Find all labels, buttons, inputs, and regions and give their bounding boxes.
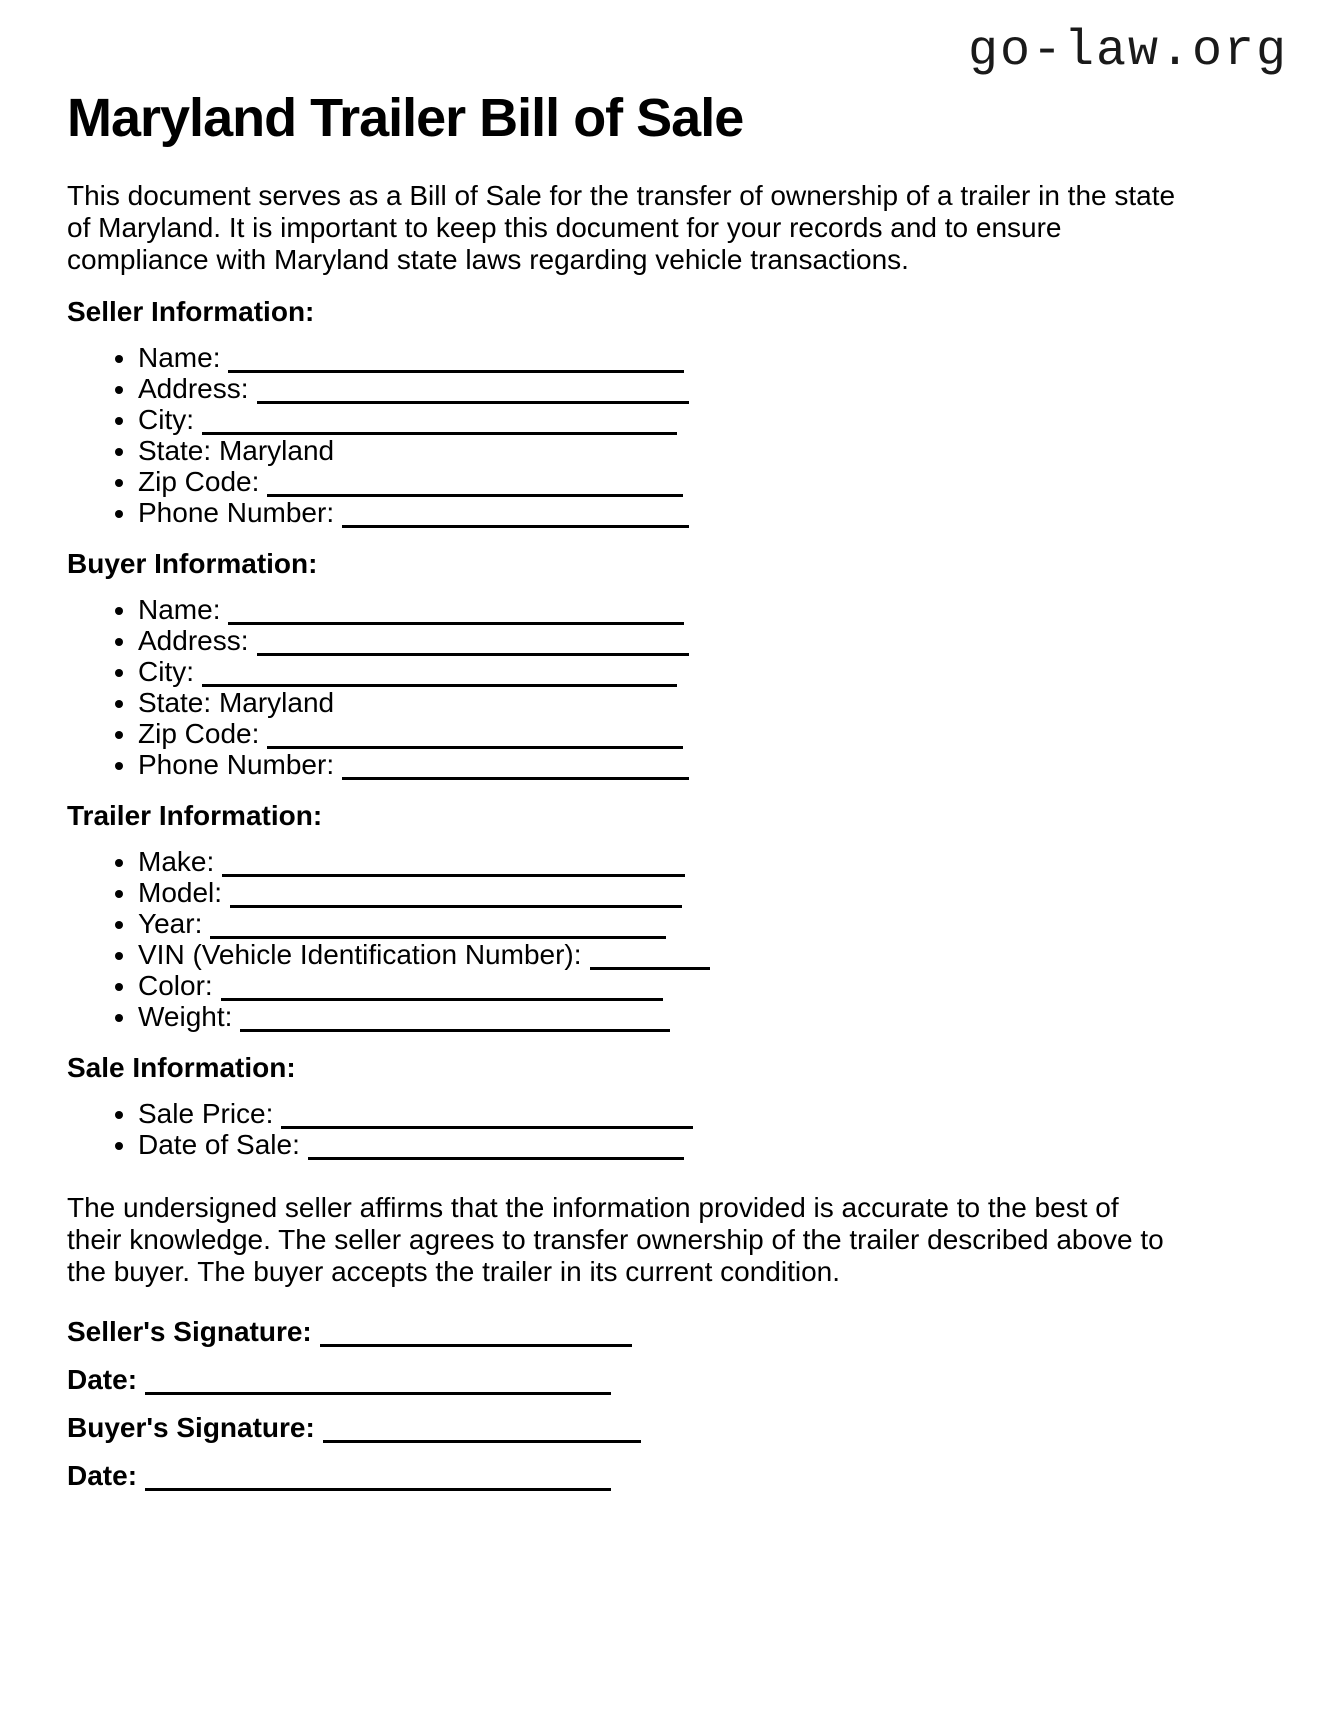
- signature-label: Date:: [67, 1460, 138, 1491]
- blank-line: [202, 432, 677, 435]
- blank-line: [281, 1126, 693, 1129]
- signature-row: [67, 1364, 1288, 1396]
- signature-label: Buyer's Signature:: [67, 1412, 315, 1443]
- field-row: [138, 718, 1288, 749]
- field-label: Color:: [138, 970, 213, 1001]
- field-label: State:: [138, 435, 212, 466]
- field-list: [67, 594, 1288, 780]
- field-row: [138, 1129, 1288, 1160]
- field-label: City:: [138, 404, 194, 435]
- field-label: Address:: [138, 625, 249, 656]
- field-label: Model:: [138, 877, 223, 908]
- field-label: Name:: [138, 342, 221, 373]
- blank-line: [342, 525, 689, 528]
- section-heading: Sale Information:: [67, 1052, 296, 1083]
- signature-row: [67, 1316, 1288, 1348]
- section-heading: Seller Information:: [67, 296, 315, 327]
- document-title: Maryland Trailer Bill of Sale: [67, 88, 744, 148]
- field-label: Address:: [138, 373, 249, 404]
- affirmation-paragraph: [67, 1192, 1288, 1288]
- field-label: Year:: [138, 908, 203, 939]
- field-row: [138, 466, 1288, 497]
- field-row: [138, 373, 1288, 404]
- field-label: Zip Code:: [138, 466, 260, 497]
- field-row: [138, 1098, 1288, 1129]
- signature-label: Date:: [67, 1364, 138, 1395]
- field-row: [138, 1001, 1288, 1032]
- section-heading: Buyer Information:: [67, 548, 318, 579]
- signature-block: [67, 1316, 1288, 1492]
- field-label: Weight:: [138, 1001, 233, 1032]
- field-row: [138, 908, 1288, 939]
- field-list: [67, 846, 1288, 1032]
- blank-line: [230, 905, 682, 908]
- blank-line: [320, 1344, 632, 1347]
- blank-line: [240, 1029, 670, 1032]
- signature-row: [67, 1412, 1288, 1444]
- field-label: Zip Code:: [138, 718, 260, 749]
- intro-line: of Maryland. It is important to keep this document for your records and to ensure: [67, 212, 1062, 243]
- field-row: [138, 877, 1288, 908]
- signature-row: [67, 1460, 1288, 1492]
- field-value: Maryland: [211, 435, 335, 466]
- blank-line: [145, 1392, 611, 1395]
- field-label: State:: [138, 687, 212, 718]
- blank-line: [590, 967, 710, 970]
- field-label: City:: [138, 656, 194, 687]
- blank-line: [257, 653, 689, 656]
- field-label: Date of Sale:: [138, 1129, 300, 1160]
- field-row: [138, 939, 1288, 970]
- field-label: Phone Number:: [138, 497, 335, 528]
- affirmation-line: The undersigned seller affirms that the information provided is accurate to the best of: [67, 1192, 1119, 1223]
- blank-line: [228, 622, 684, 625]
- field-row: [138, 625, 1288, 656]
- field-row: [138, 497, 1288, 528]
- field-value: Maryland: [211, 687, 335, 718]
- field-label: Name:: [138, 594, 221, 625]
- blank-line: [267, 746, 683, 749]
- blank-line: [342, 777, 689, 780]
- field-row: [138, 687, 1288, 718]
- signature-label: Seller's Signature:: [67, 1316, 312, 1347]
- field-row: [138, 404, 1288, 435]
- blank-line: [257, 401, 689, 404]
- affirmation-line: their knowledge. The seller agrees to transfer ownership of the trailer described above to: [67, 1224, 1164, 1255]
- field-label: Make:: [138, 846, 215, 877]
- section-heading: Trailer Information:: [67, 800, 323, 831]
- blank-line: [202, 684, 677, 687]
- field-row: [138, 749, 1288, 780]
- blank-line: [267, 494, 683, 497]
- field-label: VIN (Vehicle Identification Number):: [138, 939, 582, 970]
- blank-line: [228, 370, 684, 373]
- blank-line: [222, 874, 685, 877]
- intro-paragraph: [67, 180, 1288, 276]
- form-sections: [67, 296, 1288, 1160]
- field-label: Sale Price:: [138, 1098, 274, 1129]
- affirmation-line: the buyer. The buyer accepts the trailer in its current condition.: [67, 1256, 841, 1287]
- field-list: [67, 342, 1288, 528]
- blank-line: [221, 998, 663, 1001]
- field-row: [138, 594, 1288, 625]
- field-label: Phone Number:: [138, 749, 335, 780]
- field-row: [138, 970, 1288, 1001]
- field-list: [67, 1098, 1288, 1160]
- field-row: [138, 342, 1288, 373]
- field-row: [138, 435, 1288, 466]
- field-row: [138, 656, 1288, 687]
- intro-line: This document serves as a Bill of Sale for the transfer of ownership of a trailer in the state: [67, 180, 1176, 211]
- blank-line: [308, 1157, 684, 1160]
- blank-line: [145, 1488, 611, 1491]
- field-row: [138, 846, 1288, 877]
- blank-line: [210, 936, 666, 939]
- blank-line: [323, 1440, 641, 1443]
- site-logo: go-law.org: [967, 23, 1288, 80]
- intro-line: compliance with Maryland state laws regarding vehicle transactions.: [67, 244, 909, 275]
